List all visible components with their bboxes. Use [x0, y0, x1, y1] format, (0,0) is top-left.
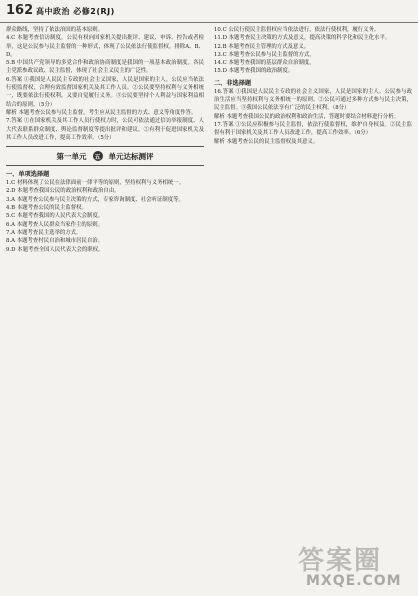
answer-paragraph: 8.A 本题考查村民自治和城市居民自治。 [6, 238, 103, 245]
answer-paragraph: 9.D 本题考查全国人民代表大会的职权。 [6, 246, 104, 253]
watermark-url: MXQE.COM [306, 573, 402, 589]
answer-paragraph: 13.C 本题考查公民参与民主监督的方式。 [214, 51, 315, 58]
unit-badge: 五 [93, 151, 103, 161]
answer-paragraph: 10.C 公民行使民主监督权应当依法进行，依法行使权利，履行义务。 [214, 27, 380, 33]
answer-paragraph: 解析 本题考查我国公民的政治权利和政治生活，答题时要结合材料进行分析。 [214, 113, 399, 120]
answer-paragraph: 6.答案 ①我国是人民民主专政的社会主义国家，人民是国家的主人。公民应当依法行使监督权，合理有效监督国家机关及其工作人员。②公民要坚持权利与义务相统一，既要依法行使权利，又要自觉履行义务。③公民要坚持个人利益与国家利益相结合的原则。（5分） [6, 76, 204, 108]
answer-paragraph: 5.C 本题考查我国的人民代表大会制度。 [6, 213, 104, 220]
answer-paragraph: 7.A 本题考查民主选举的方式。 [6, 229, 82, 236]
answer-paragraph: 15.D 本题考查我国的政治制度。 [214, 68, 294, 75]
answer-paragraph: 6.A 本题考查人民群众当家作主的原则。 [6, 221, 103, 228]
left-column [6, 26, 204, 254]
answer-paragraph: 4.B 本题考查公民的民主监督权。 [6, 205, 87, 212]
answer-paragraph: 4.C 本题考查信访制度。公民有权向国家机关提出批评、建议、申诉、控告或者检举，这是公民参与民主监督的一种形式，体现了公民依法行使监督权。排除A、B、D。 [6, 35, 204, 58]
answer-paragraph: 12.B 本题考查民主管理的方式及意义。 [214, 43, 310, 50]
answer-paragraph: 7.答案 ①在国家机关及其工作人员行使权力时，公民可依法通过信访举报制度、人大代表联系群众制度、舆论监督制度等提出批评和建议。②有利于促进国家机关及其工作人员改进工作，提高工作效率。（5分） [6, 118, 204, 141]
page-header [0, 0, 418, 23]
section-heading: 二、非选择题 [214, 79, 252, 87]
answer-paragraph: 3.A 本题考查公民参与民主决策的方式，专家咨询制度、社会听证制度等。 [6, 196, 184, 203]
right-column [214, 26, 412, 146]
answer-paragraph: 14.C 本题考查我国的基层群众自治制度。 [214, 60, 315, 67]
header-title: 高中政治 必修2(RJ) [36, 7, 115, 16]
unit-subtitle: 单元达标测评 [108, 151, 154, 161]
unit-banner [6, 146, 204, 166]
answer-paragraph: 解析 本题考查公民参与民主监督，考生应从民主监督的方式、意义等角度作答。 [6, 109, 197, 116]
answer-paragraph: 11.D 本题考查民主决策的方式及意义，提高决策的科学化和民主化水平。 [214, 35, 391, 42]
watermark-text: 答案圈 [298, 546, 383, 576]
section-heading: 一、单项选择题 [6, 171, 50, 179]
watermark-logo [284, 540, 414, 594]
page-number: 162 [6, 3, 34, 18]
answer-paragraph: 17.答案 ①公民应积极参与民主监督，依法行使监督权，维护自身权益。②民主监督有利于国家机关及其工作人员改进工作，提高工作效率。（6分） [214, 121, 412, 137]
answer-paragraph: 5.B 中国共产党领导的多党合作和政治协商制度是我国的一项基本政治制度。各民主党派参政议政、民主监督，体现了社会主义民主的广泛性。 [6, 60, 204, 75]
answer-paragraph: 群众路线，坚持了依法治国的基本原则。 [6, 27, 104, 33]
answer-paragraph: 16.答案 ①我国是人民民主专政的社会主义国家，人民是国家的主人。公民参与政治生活应当坚持权利与义务相统一的原则。②公民可通过多种方式参与民主决策，民主监督。③我国公民依法享有广泛的民主权利。（8分） [214, 88, 412, 112]
unit-title: 第一单元 [56, 151, 87, 161]
answer-paragraph: 2.D 本题考查我国公民的政治权利和政治自由。 [6, 188, 120, 195]
answer-paragraph: 1.C 材料体现了公民在法律面前一律平等的原则，坚持权利与义务相统一。 [6, 180, 185, 187]
answer-paragraph: 解析 本题考查公民的民主监督权及其意义。 [214, 138, 319, 145]
